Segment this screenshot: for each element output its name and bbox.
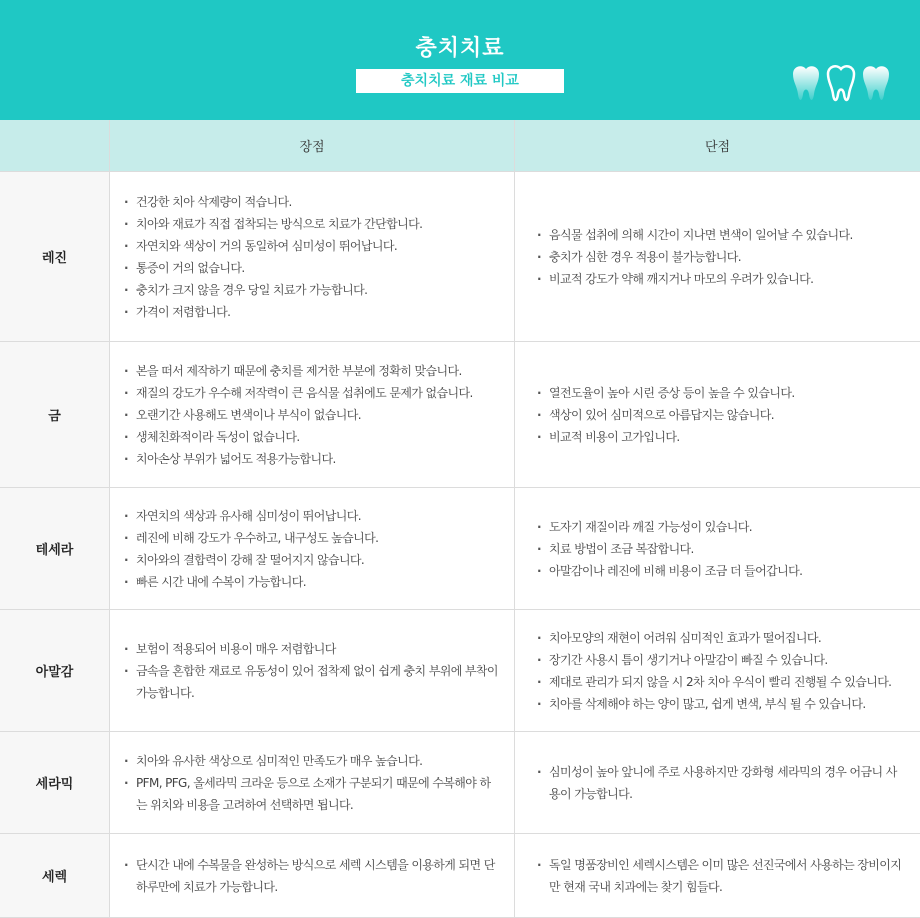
cons-list: [537, 854, 906, 898]
comparison-table: [0, 120, 920, 918]
row-header-material: 테세라: [0, 488, 110, 610]
pros-list: [124, 854, 500, 898]
cons-list-item: · 도자기 재질이라 깨질 가능성이 있습니다.: [537, 516, 906, 538]
cons-list-item: · 비교적 강도가 약해 깨지거나 마모의 우려가 있습니다.: [537, 268, 906, 290]
pros-list-item: · 가격이 저렴합니다.: [124, 301, 500, 323]
pros-list-item: · 자연치와 색상이 거의 동일하여 심미성이 뛰어납니다.: [124, 235, 500, 257]
pros-list: [124, 505, 500, 593]
pros-cell: [110, 342, 515, 488]
cons-list-item: · 열전도율이 높아 시린 증상 등이 높을 수 있습니다.: [537, 382, 906, 404]
pros-list-item: · 건강한 치아 삭제량이 적습니다.: [124, 191, 500, 213]
table-header-corner: [0, 120, 110, 172]
pros-list-item: · PFM, PFG, 올세라믹 크라운 등으로 소재가 구분되기 때문에 수복해야 하는 위치와 비용을 고려하여 선택하면 됩니다.: [124, 772, 500, 816]
cons-list-item: · 독일 명품장비인 세렉시스템은 이미 많은 선진국에서 사용하는 장비이지만 현재 국내 치과에는 찾기 힘들다.: [537, 854, 906, 898]
cons-cell: [515, 610, 920, 732]
pros-list-item: · 오랜기간 사용해도 변색이나 부식이 없습니다.: [124, 404, 500, 426]
cons-list: [537, 761, 906, 805]
pros-cell: [110, 834, 515, 918]
row-header-material: 세렉: [0, 834, 110, 918]
pros-list-item: · 레진에 비해 강도가 우수하고, 내구성도 높습니다.: [124, 527, 500, 549]
cons-list-item: · 음식물 섭취에 의해 시간이 지나면 변색이 일어날 수 있습니다.: [537, 224, 906, 246]
pros-list-item: · 본을 떠서 제작하기 때문에 충치를 제거한 부분에 정확히 맞습니다.: [124, 360, 500, 382]
cons-cell: [515, 834, 920, 918]
pros-list-item: · 치아와 유사한 색상으로 심미적인 만족도가 매우 높습니다.: [124, 750, 500, 772]
cons-list-item: · 장기간 사용시 틈이 생기거나 아말감이 빠질 수 있습니다.: [537, 649, 906, 671]
row-header-material: 세라믹: [0, 732, 110, 834]
pros-list-item: · 충치가 크지 않을 경우 당일 치료가 가능합니다.: [124, 279, 500, 301]
row-header-material: 금: [0, 342, 110, 488]
page-banner: [0, 0, 920, 120]
cons-list: [537, 224, 906, 290]
pros-list: [124, 638, 500, 704]
cons-list: [537, 382, 906, 448]
pros-cell: [110, 732, 515, 834]
cons-list-item: · 색상이 있어 심미적으로 아름답지는 않습니다.: [537, 404, 906, 426]
cons-list-item: · 치아모양의 재현이 어려워 심미적인 효과가 떨어집니다.: [537, 627, 906, 649]
cons-list-item: · 심미성이 높아 앞니에 주로 사용하지만 강화형 세라믹의 경우 어금니 사용이 가능합니다.: [537, 761, 906, 805]
page-title: 충치치료: [415, 36, 505, 61]
pros-list-item: · 치아손상 부위가 넓어도 적용가능합니다.: [124, 448, 500, 470]
pros-list-item: · 자연치의 색상과 유사해 심미성이 뛰어납니다.: [124, 505, 500, 527]
cons-list: [537, 627, 906, 715]
row-header-material: 아말감: [0, 610, 110, 732]
cons-list-item: · 치료 방법이 조금 복잡합니다.: [537, 538, 906, 560]
cons-list-item: · 비교적 비용이 고가입니다.: [537, 426, 906, 448]
cons-list-item: · 치아를 삭제해야 하는 양이 많고, 쉽게 변색, 부식 될 수 있습니다.: [537, 693, 906, 715]
cons-cell: [515, 732, 920, 834]
cons-list: [537, 516, 906, 582]
teeth-icon: [790, 64, 894, 104]
cons-list-item: · 아말감이나 레진에 비해 비용이 조금 더 들어갑니다.: [537, 560, 906, 582]
pros-list-item: · 치아와의 결합력이 강해 잘 떨어지지 않습니다.: [124, 549, 500, 571]
pros-list-item: · 단시간 내에 수복물을 완성하는 방식으로 세렉 시스템을 이용하게 되면 단 하루만에 치료가 가능합니다.: [124, 854, 500, 898]
cons-list-item: · 충치가 심한 경우 적용이 불가능합니다.: [537, 246, 906, 268]
pros-list-item: · 치아와 재료가 직접 접착되는 방식으로 치료가 간단합니다.: [124, 213, 500, 235]
pros-list-item: · 보험이 적용되어 비용이 매우 저렴합니다: [124, 638, 500, 660]
table-header-cons: 단점: [515, 120, 920, 172]
cons-cell: [515, 488, 920, 610]
table-header-pros: 장점: [110, 120, 515, 172]
pros-cell: [110, 488, 515, 610]
cons-cell: [515, 172, 920, 342]
pros-list-item: · 빠른 시간 내에 수복이 가능합니다.: [124, 571, 500, 593]
cons-cell: [515, 342, 920, 488]
pros-list-item: · 생체친화적이라 독성이 없습니다.: [124, 426, 500, 448]
row-header-material: 레진: [0, 172, 110, 342]
pros-list-item: · 재질의 강도가 우수해 저작력이 큰 음식물 섭취에도 문제가 없습니다.: [124, 382, 500, 404]
pros-cell: [110, 172, 515, 342]
pros-list: [124, 750, 500, 816]
pros-list: [124, 191, 500, 323]
pros-list-item: · 통증이 거의 없습니다.: [124, 257, 500, 279]
pros-list-item: · 금속을 혼합한 재료로 유동성이 있어 접착제 없이 쉽게 충치 부위에 부착이 가능합니다.: [124, 660, 500, 704]
page-subtitle: 충치치료 재료 비교: [356, 69, 564, 93]
pros-cell: [110, 610, 515, 732]
cons-list-item: · 제대로 관리가 되지 않을 시 2차 치아 우식이 빨리 진행될 수 있습니다.: [537, 671, 906, 693]
pros-list: [124, 360, 500, 470]
